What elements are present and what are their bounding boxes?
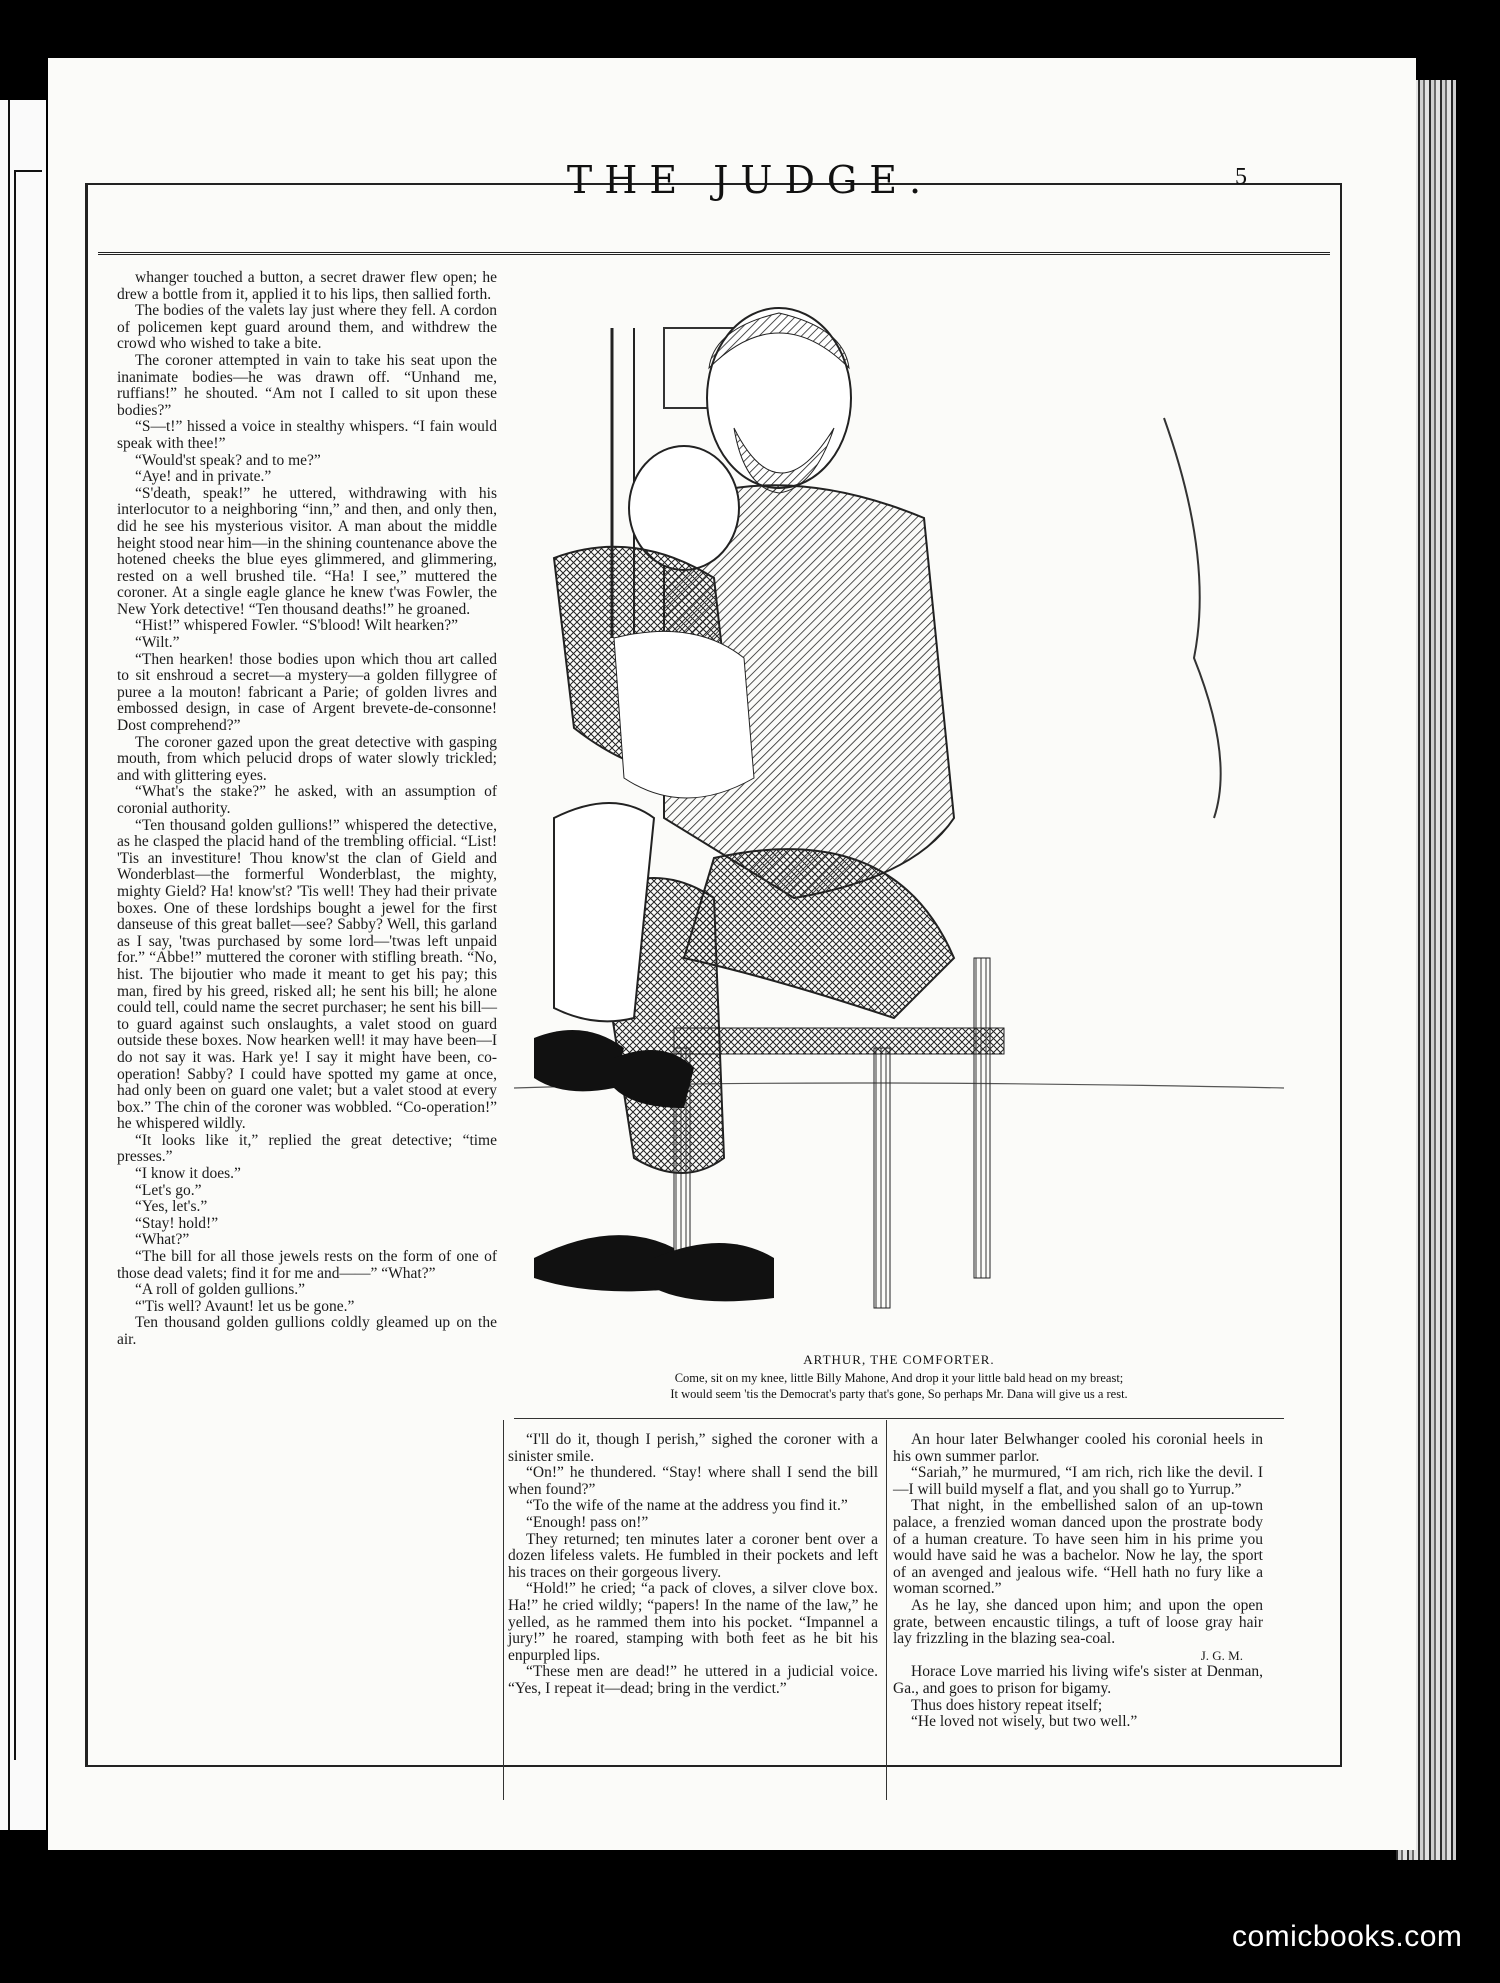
paragraph: “The bill for all those jewels rests on the form of one of those dead valets; find it for me and——” “What?” [117,1248,497,1282]
paper-title: THE JUDGE. [566,158,934,202]
watermark: comicbooks.com [1232,1920,1463,1953]
paragraph: “Wilt.” [135,634,180,652]
paragraph: That night, in the embellished salon of an up-town palace, a frenzied woman danced upon the prostrate body of a human creature. To have seen him in his prime you would have said he was a bachelor. Now he lay, the sport of an avenged and jealous wife. “Hell hath no fury like a woman scorned.” [893,1497,1263,1598]
paragraph: “Would'st speak? and to me?” [135,451,321,469]
paragraph: “Ten thousand golden gullions!” whispered the detective, as he clasped the placid hand of the trembling official. “List! 'Tis an investiture! Thou know'st the clan of Gield and Wonderblast—the formerful Wonderblast, the mighty, mighty Gield? Ha! know'st? 'Tis well! They had their private boxes. One of these lordships bought a jewel for the first danseuse of this great ballet—see? Sabby? Well, this garland as I say, 'twas purchased by some lord—'twas left unpaid for.” “Abbe!” muttered the coroner with stifling breath. “No, hist. The bijoutier who made it meant to get his pay; this man, fired by his greed, risked all; he sent his bill; he alone could tell, could name the secret purchaser; he sent his bill—to guard against such onslaughts, a valet stood on guard outside these boxes. Now hearken well! it may have been—I do not say it was. Hark ye! I say it might have been, co-operation! Sabby? I could have spotted my game at once, had only been on guard one valet; but a valet stood at every box.” The chin of the coroner was wobbled. “Co-operation!” he whispered wildly. [117,816,497,1133]
facing-page-edge [0,100,46,1830]
paragraph: “I'll do it, though I perish,” sighed the coroner with a sinister smile. [508,1431,878,1465]
paragraph: “What?” [135,1231,190,1249]
cartoon-illustration [514,258,1284,1348]
paragraph: “To the wife of the name at the address you find it.” [526,1497,848,1515]
paragraph: “Yes, let's.” [135,1198,208,1216]
masthead [0,158,1500,218]
paragraph: “These men are dead!” he uttered in a judicial voice. “Yes, I repeat it—dead; bring in the verdict.” [508,1663,878,1697]
paragraph: “'Tis well? Avaunt! let us be gone.” [135,1297,355,1315]
paragraph: “He loved not wisely, but two well.” [911,1713,1138,1731]
paragraph: “A roll of golden gullions.” [135,1281,306,1299]
paragraph: An hour later Belwhanger cooled his coronial heels in his own summer parlor. [893,1431,1263,1465]
paragraph: “Then hearken! those bodies upon which thou art called to sit enshroud a secret—a mystery—a golden fillygree of puree a la mouton! fabricant a Parie; of golden livres and embossed design, in case of Argent brevete-de-consonne! Dost comprehend?” [117,650,497,735]
paragraph: Ten thousand golden gullions coldly gleamed up on the air. [117,1314,497,1348]
illustration-title: ARTHUR, THE COMFORTER. [803,1352,995,1367]
paragraph: They returned; ten minutes later a coroner bent over a dozen lifeless valets. He fumbled in their pockets and left his traces on their gorgeous livery. [508,1530,878,1581]
paragraph: “On!” he thundered. “Stay! where shall I send the bill when found?” [508,1464,878,1498]
column-divider [503,1420,504,1800]
paragraph: “Hold!” he cried; “a pack of cloves, a silver clove box. Ha!” he cried wildly; “papers! In the name of the law,” he yelled, as he rammed them into his pocket. “Impannel a jury!” he roared, stamping with both feet as he bit his enpurpled lips. [508,1580,878,1664]
paragraph: “Sariah,” he murmured, “I am rich, rich like the devil. I—I will build myself a flat, and you shall go to Yurrup.” [893,1464,1263,1498]
caption-rule [514,1418,1284,1419]
page-number: 5 [1235,164,1247,190]
author-signature: J. G. M. [1200,1647,1243,1663]
drapery-lines [1164,418,1221,818]
paragraph: The coroner gazed upon the great detective with gasping mouth, from which pelucid drops of water slowly trickled; and with glittering eyes. [117,733,497,784]
paragraph: Horace Love married his living wife's sister at Denman, Ga., and goes to prison for bigamy. [893,1663,1263,1697]
masthead-rule [98,252,1330,255]
paragraph: “Stay! hold!” [135,1214,219,1232]
illustration-caption-line: Come, sit on my knee, little Billy Mahone, And drop it your little bald head on my breast; [674,1371,1124,1385]
paragraph: “It looks like it,” replied the great detective; “time presses.” [117,1131,497,1166]
paragraph: Thus does history repeat itself; [911,1696,1103,1714]
paragraph: “Hist!” whispered Fowler. “S'blood! Wilt hearken?” [135,617,458,635]
left-text-column [117,270,497,1349]
paragraph: “S—t!” hissed a voice in stealthy whispers. “I fain would speak with thee!” [117,418,497,452]
paragraph: “Aye! and in private.” [135,468,272,486]
illustration-caption-line: It would seem 'tis the Democrat's party that's gone, So perhaps Mr. Dana will give us a rest. [670,1387,1128,1401]
paragraph: “S'death, speak!” he uttered, withdrawing with his interlocutor to a neighboring “inn,” and then, and only then, did he see his mysterious visitor. A man about the middle height stood near him—in the shining countenance above the hotened cheeks the blue eyes glimmered, and glimmering, rested on a well brushed tile. “Ha! I see,” muttered the coroner. At a single eagle glance he knew t'was Fowler, the New York detective! “Ten thousand deaths!” he groaned. [117,484,497,618]
paragraph: “Let's go.” [135,1181,202,1199]
paragraph: “What's the stake?” he asked, with an assumption of coronial authority. [117,783,497,817]
paragraph: As he lay, she danced upon him; and upon the open grate, between encaustic tilings, a tuft of loose gray hair lay frizzling in the blazing sea-coal. [893,1596,1263,1648]
middle-text-column [508,1432,878,1698]
paragraph: whanger touched a button, a secret drawer flew open; he drew a bottle from it, applied it to his lips, then sallied forth. [117,269,497,303]
column-divider [886,1420,887,1800]
right-text-column [893,1432,1263,1731]
paragraph: The coroner attempted in vain to take his seat upon the inanimate bodies—he was drawn off. “Unhand me, ruffians!” he shouted. “Am not I called to sit upon these bodies?” [117,351,497,419]
paragraph: The bodies of the valets lay just where they fell. A cordon of policemen kept guard around them, and withdrew the crowd who wished to take a bite. [117,302,497,353]
paragraph: “Enough! pass on!” [526,1513,649,1531]
paragraph: “I know it does.” [135,1165,241,1183]
